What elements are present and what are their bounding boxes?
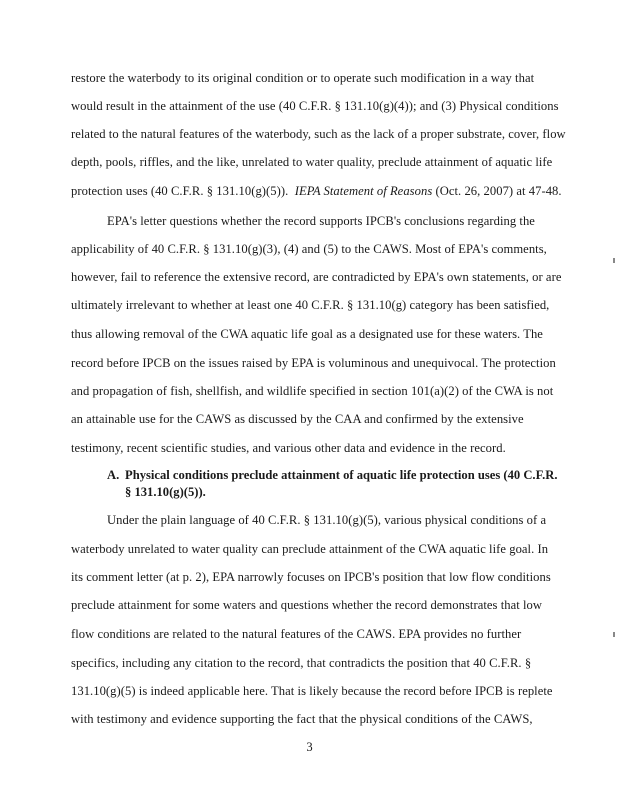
paragraph-3-line-8: with testimony and evidence supporting the fact that the physical conditions of the CAWS, bbox=[71, 712, 533, 726]
paragraph-2-line-7: and propagation of fish, shellfish, and wildlife specified in section 101(a)(2) of the CWA is not bbox=[71, 384, 554, 398]
section-heading-line-2: § 131.10(g)(5)). bbox=[125, 485, 206, 499]
paragraph-3-line-3: its comment letter (at p. 2), EPA narrowly focuses on IPCB's position that low flow conditions bbox=[71, 570, 551, 584]
paragraph-1-line-5 bbox=[71, 183, 562, 199]
paragraph-2-line-2: applicability of 40 C.F.R. § 131.10(g)(3), (4) and (5) to the CAWS. Most of EPA's comments, bbox=[71, 242, 547, 256]
paragraph-3-line-1: Under the plain language of 40 C.F.R. § 131.10(g)(5), various physical conditions of a bbox=[107, 513, 547, 527]
paragraph-2-line-9: testimony, recent scientific studies, and various other data and evidence in the record. bbox=[71, 441, 506, 455]
paragraph-3-line-6: specifics, including any citation to the record, that contradicts the position that 40 C.F.R. § bbox=[71, 656, 532, 670]
paragraph-3-line-5: flow conditions are related to the natural features of the CAWS. EPA provides no further bbox=[71, 627, 522, 641]
paragraph-3-line-7: 131.10(g)(5) is indeed applicable here. That is likely because the record before IPCB is replete bbox=[71, 684, 553, 698]
paragraph-2-line-3: however, fail to reference the extensive record, are contradicted by EPA's own statements, or are bbox=[71, 270, 562, 284]
paragraph-1-line-2: would result in the attainment of the use (40 C.F.R. § 131.10(g)(4)); and (3) Physical conditions bbox=[71, 99, 559, 113]
page-number: 3 bbox=[306, 740, 313, 754]
paragraph-2-line-8: an attainable use for the CAWS as discussed by the CAA and confirmed by the extensive bbox=[71, 412, 524, 426]
paragraph-3-line-2: waterbody unrelated to water quality can preclude attainment of the CWA aquatic life goal. In bbox=[71, 542, 549, 556]
paragraph-1-line-1: restore the waterbody to its original condition or to operate such modification in a way that bbox=[71, 71, 535, 85]
scan-artifact-mark bbox=[613, 632, 615, 637]
paragraph-1-line-4: depth, pools, riffles, and the like, unrelated to water quality, preclude attainment of aquatic life bbox=[71, 155, 553, 169]
paragraph-2-line-4: ultimately irrelevant to whether at least one 40 C.F.R. § 131.10(g) category has been satisfied, bbox=[71, 298, 550, 312]
paragraph-2-line-6: record before IPCB on the issues raised by EPA is voluminous and unequivocal. The protection bbox=[71, 356, 556, 370]
scan-artifact-mark bbox=[613, 258, 615, 263]
paragraph-1-line-5-start: protection uses (40 C.F.R. § 131.10(g)(5)). bbox=[71, 184, 289, 198]
section-heading-marker: A. bbox=[107, 468, 120, 482]
citation-title: IEPA Statement of Reasons bbox=[294, 184, 433, 198]
paragraph-2-line-1: EPA's letter questions whether the record supports IPCB's conclusions regarding the bbox=[107, 214, 535, 228]
paragraph-1-line-3: related to the natural features of the waterbody, such as the lack of a proper substrate, cover, flow bbox=[71, 127, 566, 141]
paragraph-1-line-5-end: (Oct. 26, 2007) at 47-48. bbox=[435, 184, 562, 198]
paragraph-3-line-4: preclude attainment for some waters and questions whether the record demonstrates that low bbox=[71, 598, 543, 612]
paragraph-2-line-5: thus allowing removal of the CWA aquatic life goal as a designated use for these waters. The bbox=[71, 327, 543, 341]
section-heading-line-1: Physical conditions preclude attainment of aquatic life protection uses (40 C.F.R. bbox=[125, 468, 558, 482]
